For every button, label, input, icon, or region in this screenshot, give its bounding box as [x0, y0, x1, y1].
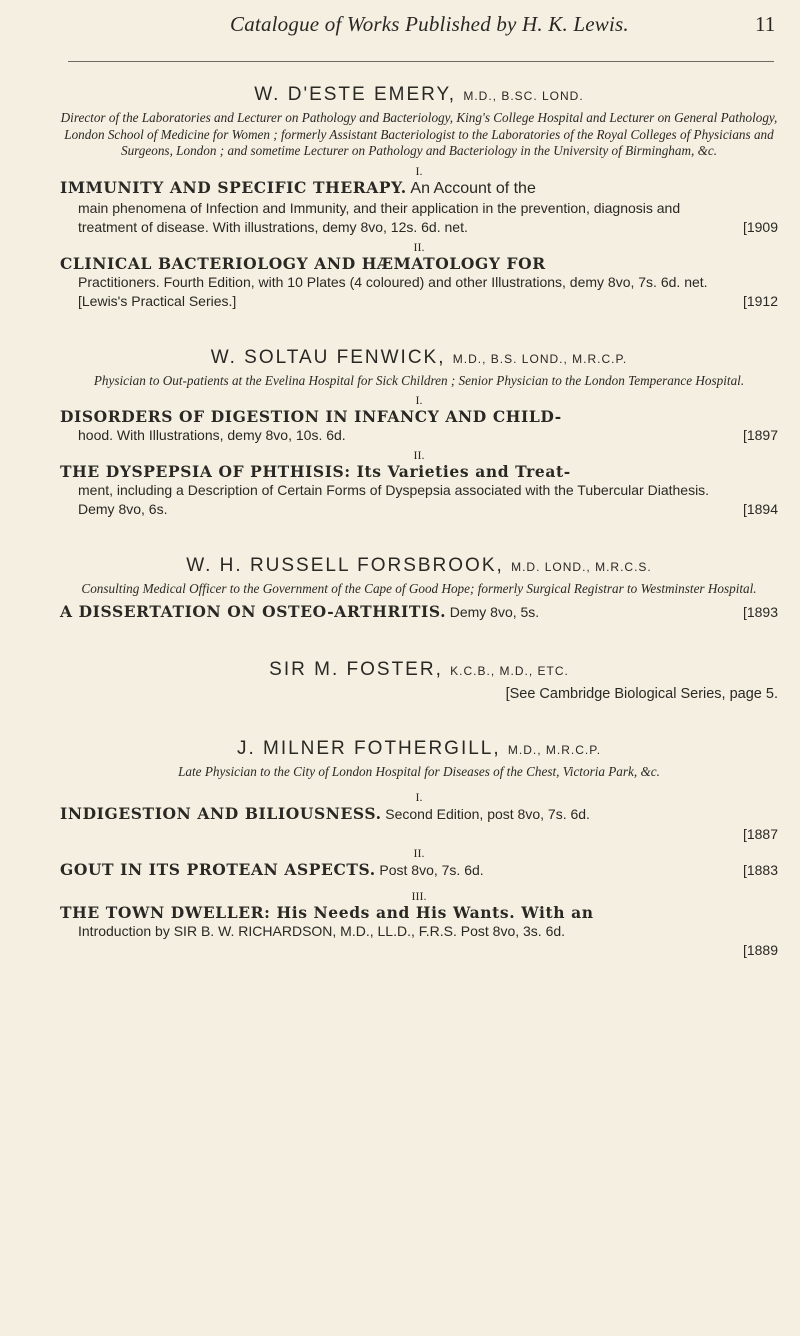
entry-body: ment, including a Description of Certain Forms of Dyspepsia associated with the Tubercular Diathesis. Demy 8vo, 6s.	[78, 482, 710, 517]
entry-body: hood. With Illustrations, demy 8vo, 10s. 6d.	[78, 427, 346, 443]
entry-year: [1883	[742, 862, 778, 878]
author-name	[60, 555, 778, 578]
running-title: Catalogue of Works Published by H. K. Lewis.	[230, 12, 629, 36]
author-name	[60, 659, 778, 682]
entry-title: DISORDERS OF DIGESTION IN INFANCY AND CHILD-	[60, 407, 562, 426]
entry-body: Introduction by SIR B. W. RICHARDSON, M.D., LL.D., F.R.S. Post 8vo, 3s. 6d.	[78, 923, 566, 939]
entry-year: [1887	[742, 826, 778, 842]
entry-year: [1893	[742, 603, 778, 620]
author-description: Consulting Medical Officer to the Government of the Cape of Good Hope; formerly Surgical Registrar to Westminster Hospital.	[81, 581, 757, 596]
entry-numeral: II.	[413, 448, 425, 462]
author-qualifications: K.C.B., M.D., ETC.	[450, 663, 569, 678]
author-name	[60, 84, 778, 107]
entry-year: [1894	[742, 501, 778, 517]
entry-numeral: I.	[415, 790, 423, 804]
entry-detail: Second Edition, post 8vo, 7s. 6d.	[385, 806, 590, 822]
entry-body: main phenomena of Infection and Immunity, and their application in the prevention, diagnosis and treatment of disease. With illustrations, demy 8vo, 12s. 6d. net.	[78, 199, 681, 235]
catalogue-entry	[60, 462, 778, 519]
author-qualifications: M.D. LOND., M.R.C.S.	[511, 560, 652, 574]
author-qualifications: M.D., M.R.C.P.	[507, 742, 602, 757]
catalogue-entry	[60, 407, 778, 445]
entry-title: A DISSERTATION ON OSTEO-ARTHRITIS.	[60, 601, 447, 621]
author-name-text: W. SOLTAU FENWICK,	[210, 346, 446, 368]
entry-numeral: I.	[415, 163, 423, 178]
catalogue-entry	[60, 804, 778, 843]
catalogue-entry	[60, 903, 778, 959]
catalogue-entry	[60, 254, 778, 311]
running-head	[0, 10, 800, 50]
author-name-text: W. D'ESTE EMERY,	[254, 84, 457, 105]
entry-detail: Post 8vo, 7s. 6d.	[379, 862, 484, 878]
entry-year: [1912	[742, 292, 778, 309]
author-qualifications: M.D., B.S. LOND., M.R.C.P.	[452, 351, 628, 366]
catalogue-entry	[60, 602, 778, 623]
cross-reference-note: [See Cambridge Biological Series, page 5.	[505, 685, 778, 702]
author-section-forsbrook	[60, 555, 778, 623]
entry-numeral: II.	[413, 846, 425, 860]
entry-title: THE DYSPEPSIA OF PHTHISIS: Its Varieties and Treat-	[60, 462, 571, 481]
author-name-text: W. H. RUSSELL FORSBROOK,	[186, 555, 504, 576]
entry-body: Practitioners. Fourth Edition, with 10 Plates (4 coloured) and other Illustrations, demy 8vo, 7s. 6d. net. [Lewis's Practical Series.]	[78, 273, 708, 309]
author-section-foster	[60, 659, 778, 702]
entry-title: IMMUNITY AND SPECIFIC THERAPY.	[60, 177, 407, 197]
header-rule	[68, 61, 774, 62]
entry-title: INDIGESTION AND BILIOUSNESS.	[60, 804, 382, 823]
entry-numeral: III.	[411, 889, 427, 903]
catalogue-entry	[60, 178, 778, 237]
author-section-emery	[60, 84, 778, 311]
catalogue-entry	[60, 860, 778, 881]
entry-year: [1909	[742, 218, 778, 235]
author-qualifications: M.D., B.SC. LOND.	[463, 89, 584, 103]
entry-year: [1897	[742, 427, 778, 443]
entry-title-rest: An Account of the	[410, 179, 536, 197]
entry-title: GOUT IN ITS PROTEAN ASPECTS.	[60, 860, 376, 879]
author-section-fenwick	[60, 347, 778, 520]
entry-detail: Demy 8vo, 5s.	[449, 603, 540, 620]
author-name	[60, 347, 778, 370]
catalogue-content	[60, 84, 778, 959]
author-name-text: J. MILNER FOTHERGILL,	[236, 737, 501, 759]
author-description: Director of the Laboratories and Lecturer on Pathology and Bacteriology, King's College Hospital and Lecturer on General Pathology, London School of Medicine for Women ; formerly Assistant Bacteriologist to the Laboratories of the Royal Colleges of Physicians and Surgeons, London ; and sometime Lecturer on Pathology and Bacteriology in the University of Birmingham, &c.	[60, 110, 778, 158]
entry-numeral: I.	[415, 393, 423, 407]
author-section-fothergill	[60, 738, 778, 960]
entry-title: CLINICAL BACTERIOLOGY AND HÆMATOLOGY FOR	[60, 253, 546, 273]
author-description: Physician to Out-patients at the Evelina Hospital for Sick Children ; Senior Physician to the London Temperance Hospital.	[93, 372, 745, 388]
author-description: Late Physician to the City of London Hospital for Diseases of the Chest, Victoria Park, &c.	[178, 763, 660, 779]
author-name-text: SIR M. FOSTER,	[269, 658, 443, 680]
entry-numeral: II.	[413, 239, 425, 254]
entry-title: THE TOWN DWELLER: His Needs and His Wants. With an	[60, 903, 594, 922]
page-number: 11	[755, 12, 776, 36]
entry-year: [1889	[742, 942, 778, 958]
author-name	[60, 738, 778, 761]
